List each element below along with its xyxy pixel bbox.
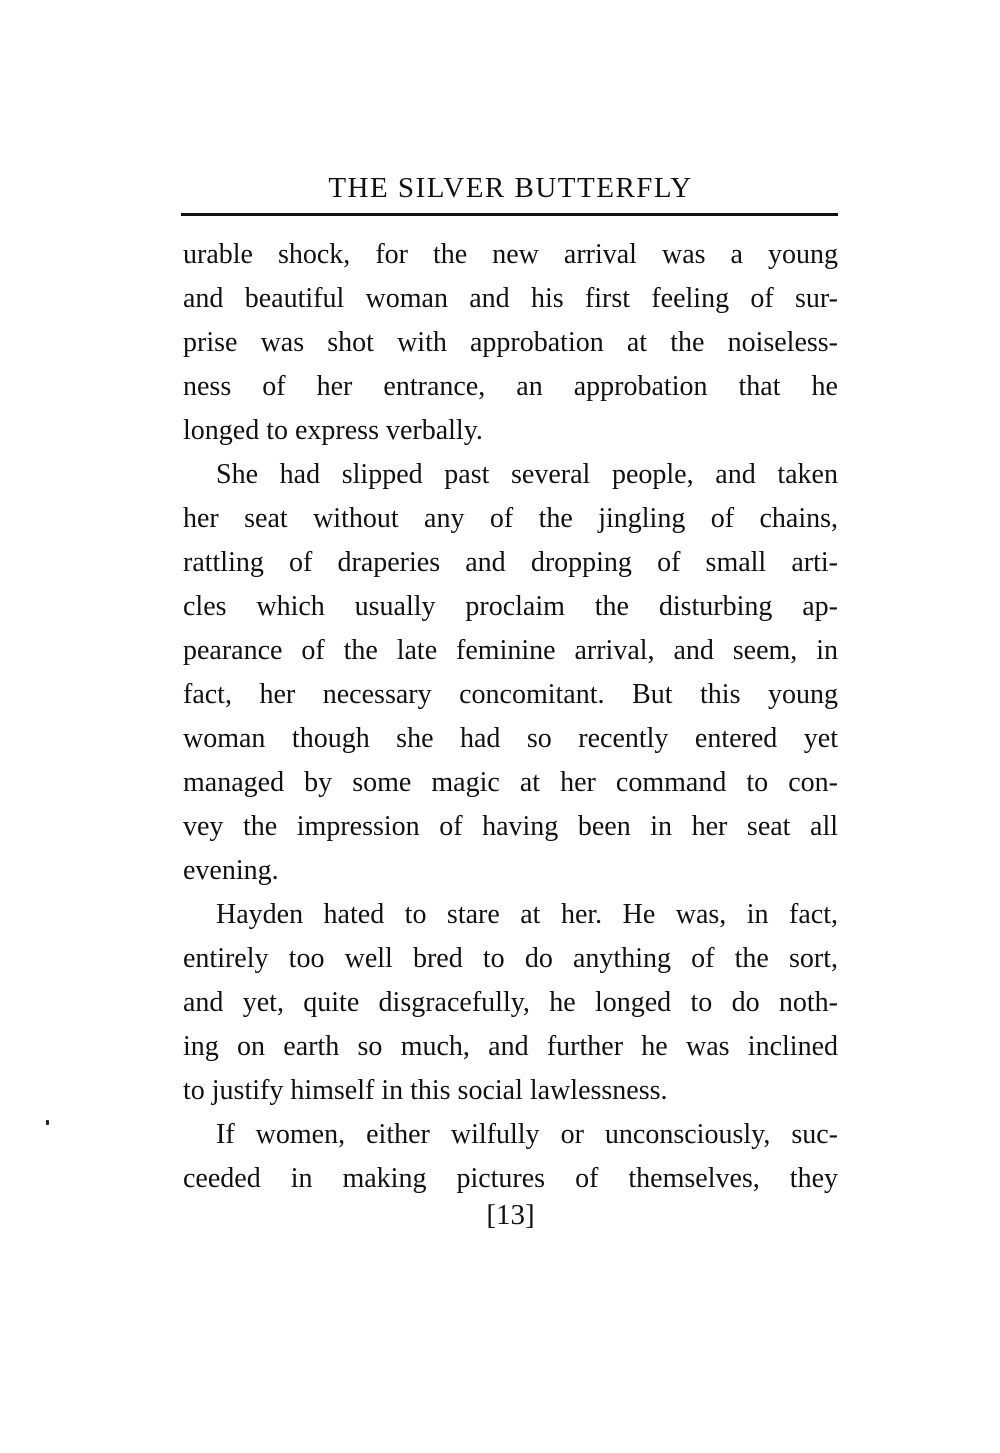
text-line: ing on earth so much, and further he was inclined (183, 1031, 838, 1062)
text-line: She had slipped past several people, and taken (216, 459, 838, 490)
text-line: managed by some magic at her command to con- (183, 767, 838, 798)
page-number: [13] (486, 1199, 535, 1231)
text-line: vey the impression of having been in her seat all (183, 811, 838, 842)
text-line: her seat without any of the jingling of chains, (183, 503, 838, 534)
print-speck (46, 1120, 49, 1125)
text-line: to justify himself in this social lawlessness. (183, 1075, 668, 1106)
text-line: Hayden hated to stare at her. He was, in fact, (216, 899, 838, 930)
text-line: rattling of draperies and dropping of small arti- (183, 547, 838, 578)
running-head: THE SILVER BUTTERFLY (328, 172, 693, 204)
text-line: urable shock, for the new arrival was a young (183, 239, 838, 270)
text-line: ceeded in making pictures of themselves, they (183, 1163, 838, 1194)
text-line: evening. (183, 855, 279, 886)
text-line: fact, her necessary concomitant. But this young (183, 679, 838, 710)
text-line: prise was shot with approbation at the noiseless- (183, 327, 838, 358)
text-line: and beautiful woman and his first feeling of sur- (183, 283, 838, 314)
text-line: longed to express verbally. (183, 415, 483, 446)
text-line: If women, either wilfully or unconsciously, suc- (216, 1119, 838, 1150)
body-text (183, 233, 838, 1201)
header-rule (181, 213, 838, 216)
text-line: woman though she had so recently entered yet (183, 723, 838, 754)
text-line: and yet, quite disgracefully, he longed to do noth- (183, 987, 838, 1018)
text-line: ness of her entrance, an approbation that he (183, 371, 838, 402)
text-line: pearance of the late feminine arrival, and seem, in (183, 635, 838, 666)
text-line: entirely too well bred to do anything of the sort, (183, 943, 838, 974)
text-line: cles which usually proclaim the disturbing ap- (183, 591, 838, 622)
